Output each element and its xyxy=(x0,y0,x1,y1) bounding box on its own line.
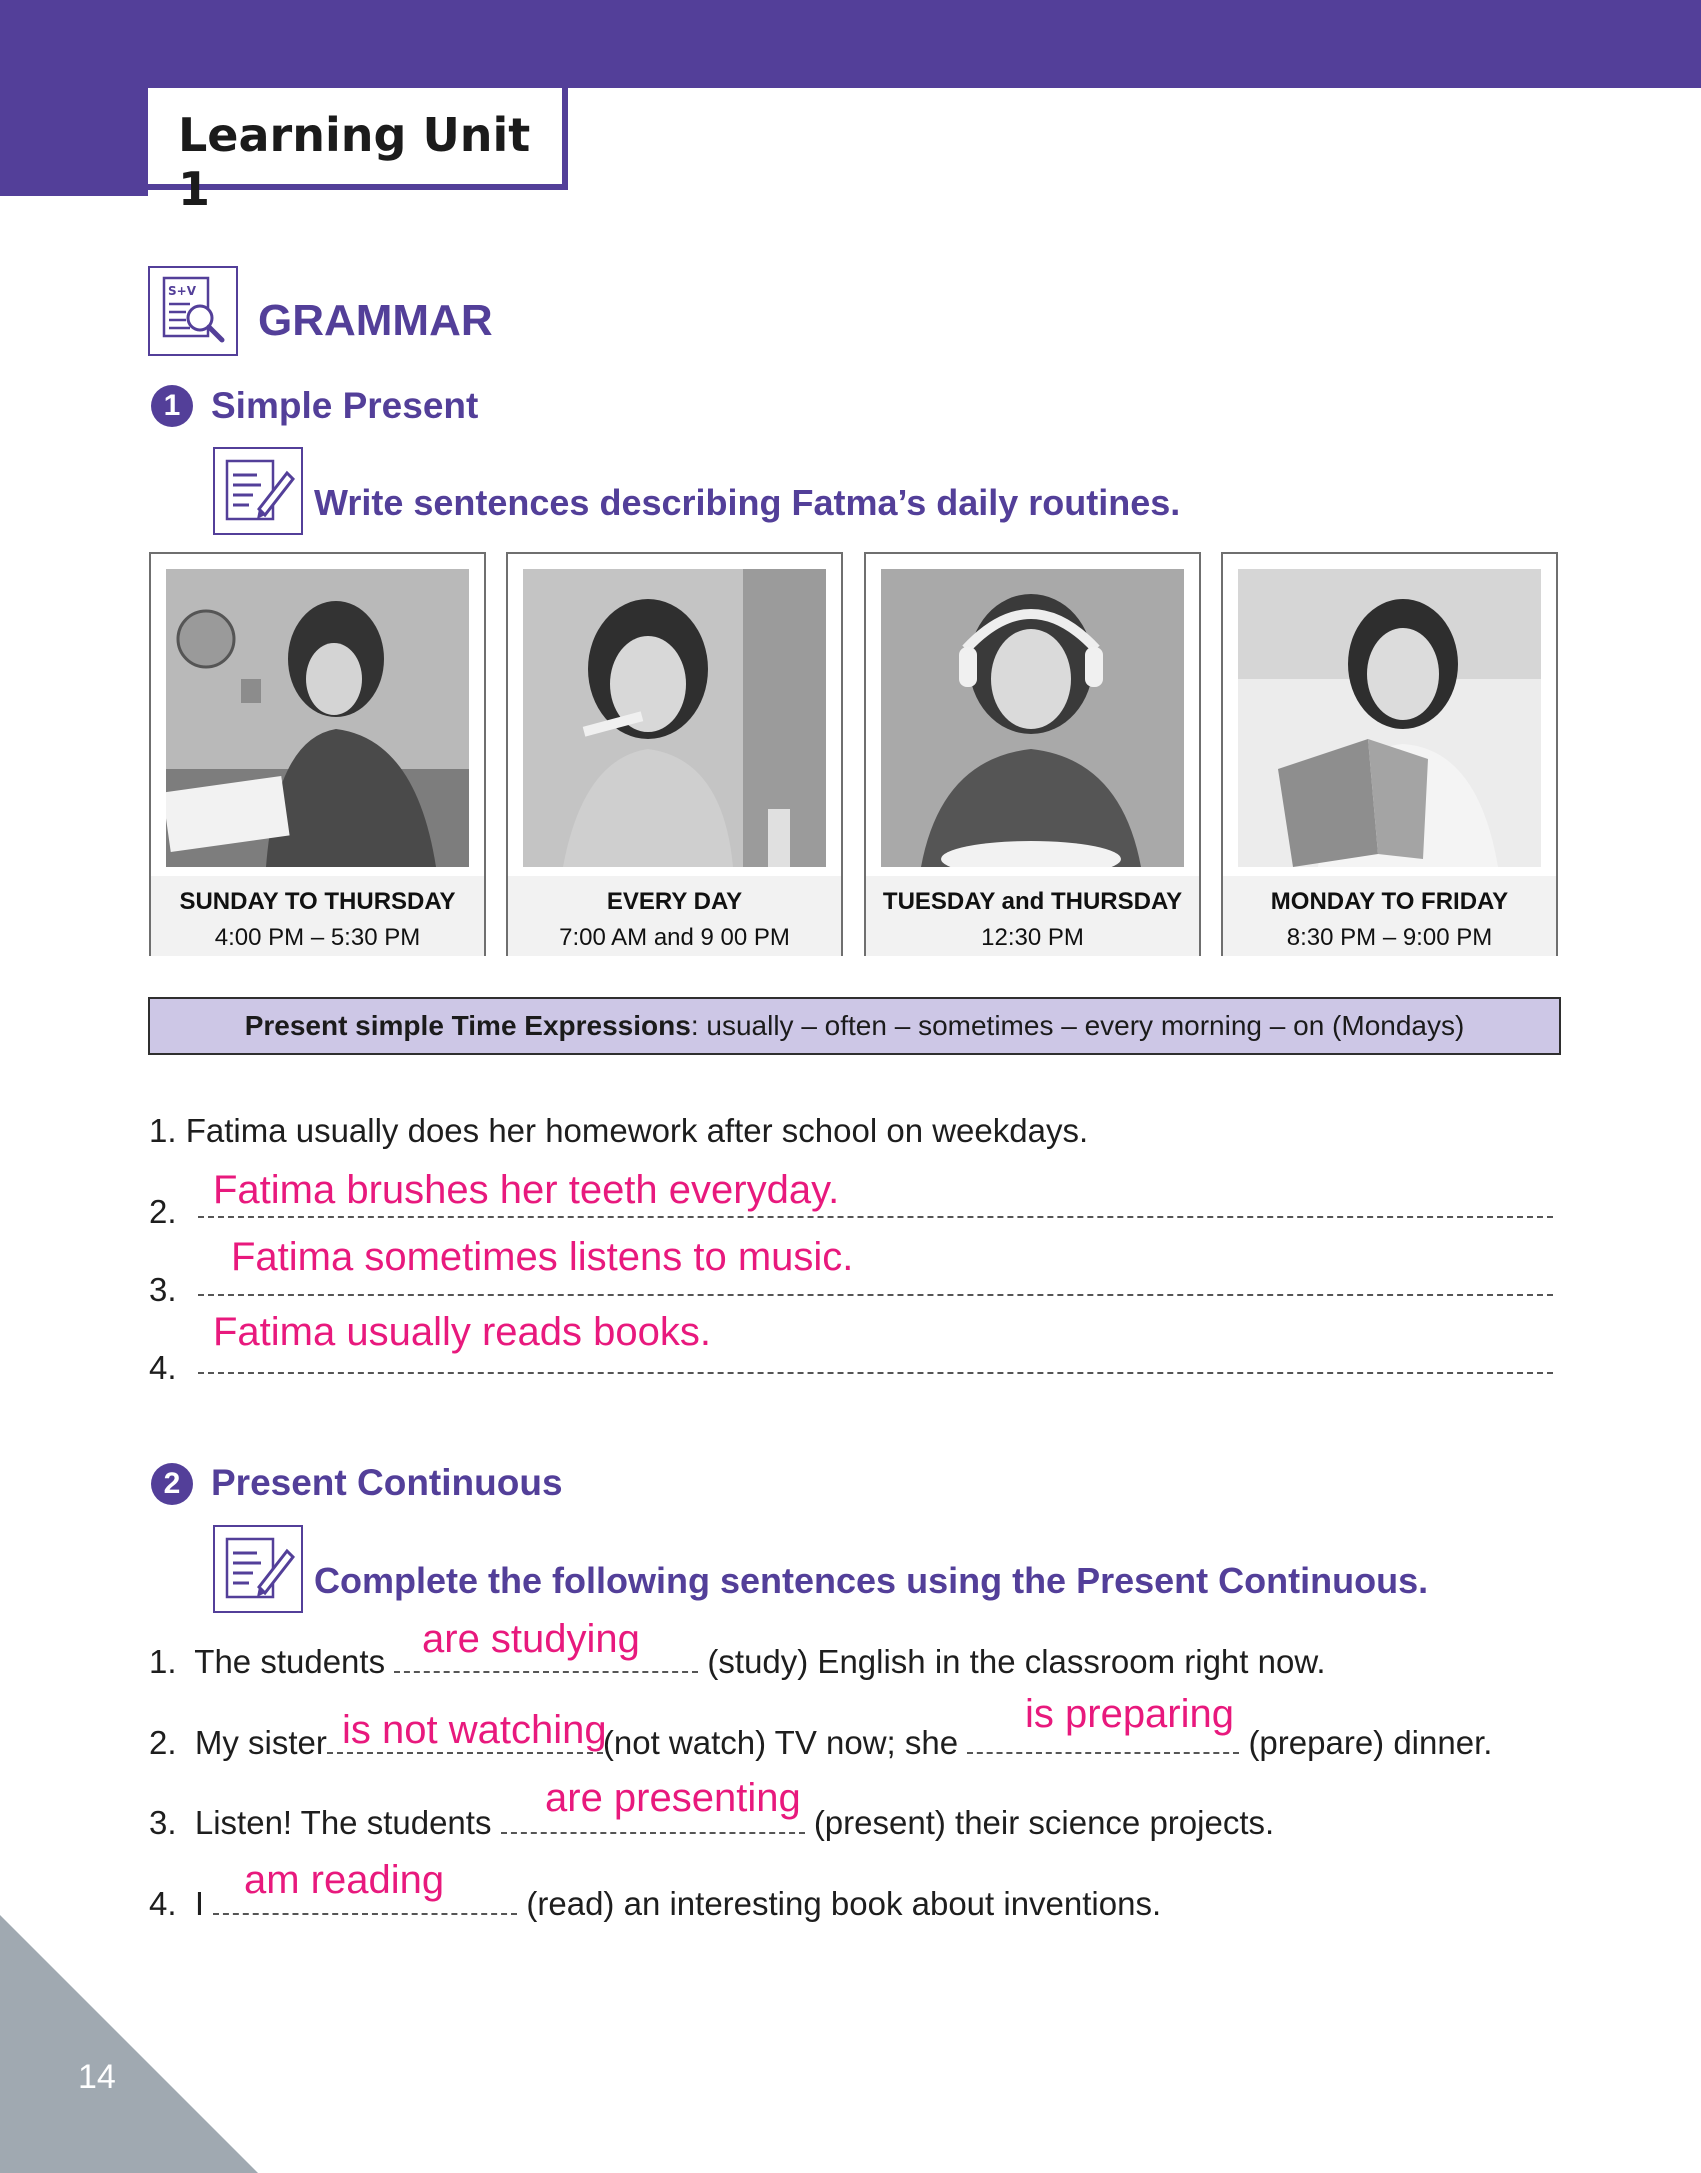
item-number: 4. xyxy=(149,1885,177,1922)
item-blank xyxy=(327,1728,603,1754)
item-1-answer[interactable]: are studying xyxy=(422,1617,640,1661)
card-time: 8:30 PM – 9:00 PM xyxy=(1286,924,1493,951)
answer-line-3-number: 3. xyxy=(149,1271,177,1308)
svg-text:S+V: S+V xyxy=(168,284,196,298)
card-caption xyxy=(151,876,484,956)
reading-book-photo xyxy=(1238,569,1541,867)
unit-band xyxy=(0,88,148,196)
answer-line-4 xyxy=(198,1372,1553,1374)
item-text: The students xyxy=(194,1643,386,1680)
item-text: I xyxy=(194,1885,205,1922)
answer-line-2-number: 2. xyxy=(149,1193,177,1230)
example-sentence: 1. Fatima usually does her homework after school on weekdays. xyxy=(149,1112,1089,1149)
brushing-teeth-photo xyxy=(523,569,826,867)
time-expressions-label: Present simple Time Expressions xyxy=(244,1010,691,1041)
section-2-number: 2 xyxy=(151,1463,193,1505)
item-2-answer-2[interactable]: is preparing xyxy=(1025,1692,1235,1736)
listening-music-photo xyxy=(881,569,1184,867)
unit-title-box xyxy=(148,88,568,216)
card-time: 4:00 PM – 5:30 PM xyxy=(214,924,421,951)
grammar-magnifier-icon xyxy=(148,266,238,356)
item-4 xyxy=(149,1885,1161,1923)
time-expressions-list: : usually – often – sometimes – every morning – on (Mondays) xyxy=(690,1010,1465,1041)
item-text: (read) an interesting book about inventions. xyxy=(526,1885,1162,1922)
answer-line-3-text[interactable]: Fatima sometimes listens to music. xyxy=(231,1235,854,1279)
answer-line-4-text[interactable]: Fatima usually reads books. xyxy=(213,1310,712,1354)
top-banner xyxy=(0,0,1701,88)
item-text: (prepare) dinner. xyxy=(1248,1724,1493,1761)
page-corner xyxy=(0,1915,258,2173)
card-days: TUESDAY and THURSDAY xyxy=(882,888,1183,915)
item-number: 3. xyxy=(149,1804,177,1841)
section-1-instruction: Write sentences describing Fatma’s daily routines. xyxy=(314,482,1181,523)
item-3-answer[interactable]: are presenting xyxy=(545,1776,801,1820)
grammar-title: GRAMMAR xyxy=(258,296,493,345)
item-1 xyxy=(149,1643,1326,1681)
answer-line-2 xyxy=(198,1216,1553,1218)
card-caption xyxy=(866,876,1199,956)
item-number: 1. xyxy=(149,1643,177,1680)
card-days: MONDAY TO FRIDAY xyxy=(1270,888,1509,915)
unit-title: Learning Unit 1 xyxy=(178,108,531,216)
item-3 xyxy=(149,1804,1274,1842)
item-text: My sister xyxy=(194,1724,327,1761)
section-1-number: 1 xyxy=(151,385,193,427)
write-pencil-icon xyxy=(213,447,303,535)
item-text: (not watch) TV now; she xyxy=(602,1724,959,1761)
routine-card-teeth xyxy=(506,552,843,956)
item-4-answer[interactable]: am reading xyxy=(244,1858,445,1902)
section-2-instruction: Complete the following sentences using the Present Continuous. xyxy=(314,1560,1429,1601)
item-2-answer-1[interactable]: is not watching xyxy=(342,1708,607,1752)
card-caption xyxy=(1223,876,1556,956)
item-blank xyxy=(501,1808,805,1834)
answer-line-3 xyxy=(198,1294,1553,1296)
homework-photo xyxy=(166,569,469,867)
item-text: (study) English in the classroom right now. xyxy=(707,1643,1326,1680)
item-text: (present) their science projects. xyxy=(813,1804,1275,1841)
card-time: 12:30 PM xyxy=(981,924,1084,951)
routine-card-music xyxy=(864,552,1201,956)
routine-card-reading xyxy=(1221,552,1558,956)
card-days: EVERY DAY xyxy=(606,888,743,915)
item-blank xyxy=(213,1889,517,1915)
item-number: 2. xyxy=(149,1724,177,1761)
answer-line-4-number: 4. xyxy=(149,1349,177,1386)
card-time: 7:00 AM and 9 00 PM xyxy=(559,924,790,951)
item-text: Listen! The students xyxy=(194,1804,492,1841)
routine-card-homework xyxy=(149,552,486,956)
item-blank xyxy=(394,1647,698,1673)
card-days: SUNDAY TO THURSDAY xyxy=(179,888,456,915)
item-blank xyxy=(967,1728,1239,1754)
item-2 xyxy=(149,1724,1492,1762)
time-expressions-box xyxy=(148,997,1561,1055)
card-caption xyxy=(508,876,841,956)
write-pencil-icon xyxy=(213,1525,303,1613)
page-number: 14 xyxy=(78,2058,116,2096)
section-2-title: Present Continuous xyxy=(211,1462,563,1503)
section-1-title: Simple Present xyxy=(211,385,479,426)
answer-line-2-text[interactable]: Fatima brushes her teeth everyday. xyxy=(213,1168,840,1212)
